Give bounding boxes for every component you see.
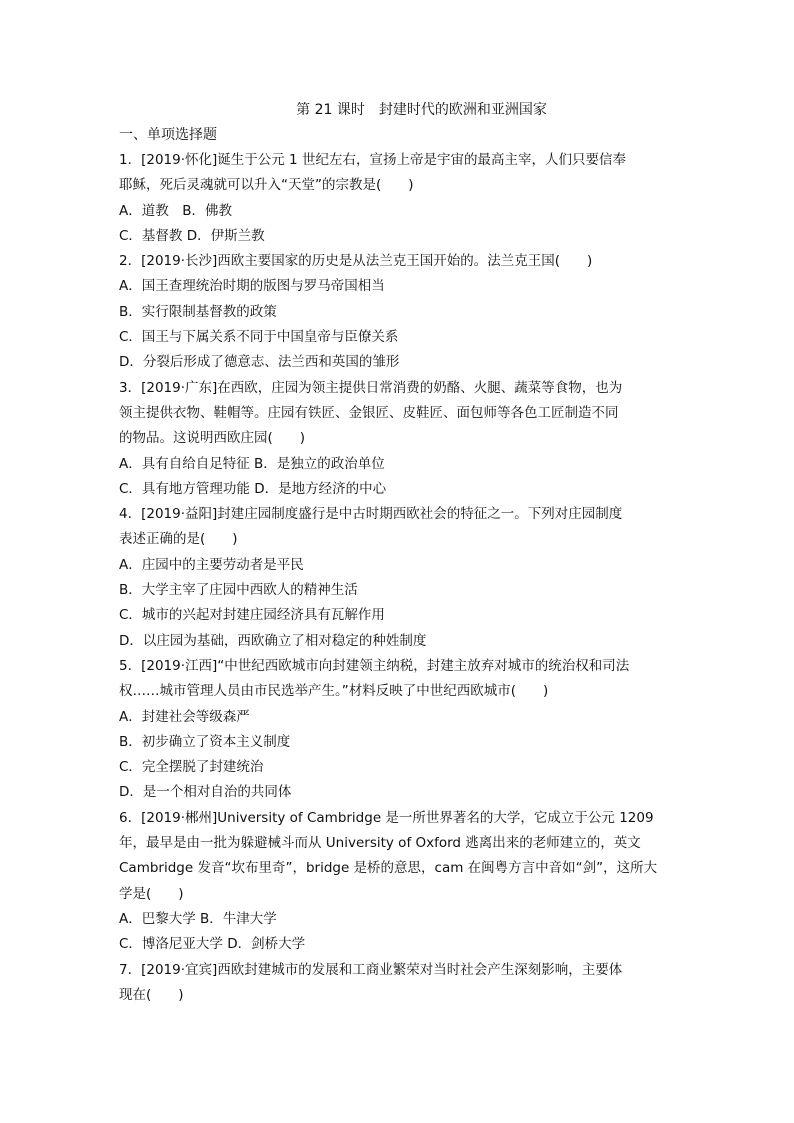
question-stem-line: 5．[2019·江西]“中世纪西欧城市向封建领主纳税，封建主放弃对城市的统治权和司法 [119, 657, 630, 674]
answer-option-line: A．道教 B．佛教 [119, 202, 232, 219]
question-stem-line: 学是( ) [119, 885, 184, 902]
question-stem-line: 表述正确的是( ) [119, 531, 238, 548]
question-list [119, 148, 684, 1008]
answer-option-line: A．巴黎大学 B．牛津大学 [119, 910, 277, 927]
question-stem-line: 1．[2019·怀化]诞生于公元 1 世纪左右，宣扬上帝是宇宙的最高主宰，人们只要信奉 [119, 152, 626, 168]
answer-option-line: C．国王与下属关系不同于中国皇帝与臣僚关系 [119, 329, 399, 346]
answer-option-line: A．封建社会等级森严 [119, 708, 250, 725]
question-stem-line: 7．[2019·宜宾]西欧封建城市的发展和工商业繁荣对当时社会产生深刻影响，主要体 [119, 961, 623, 978]
answer-option-line: A．具有自给自足特征 B．是独立的政治单位 [119, 455, 385, 472]
question-stem-line: 领主提供衣物、鞋帽等。庄园有铁匠、金银匠、皮鞋匠、面包师等各色工匠制造不同 [119, 404, 619, 421]
question-7 [119, 958, 684, 1009]
question-stem-line: 6．[2019·郴州]University of Cambridge 是一所世界著名的大学，它成立于公元 1209 [119, 809, 654, 826]
question-4 [119, 502, 684, 654]
question-6 [119, 806, 684, 958]
document-content [119, 98, 684, 1008]
section-heading: 一、单项选择题 [119, 127, 217, 143]
question-2 [119, 249, 684, 375]
answer-option-line: B．初步确立了资本主义制度 [119, 733, 291, 750]
question-stem-line: 现在( ) [119, 986, 184, 1003]
page-title: 第 21 课时 封建时代的欧洲和亚洲国家 [296, 102, 547, 118]
question-1 [119, 148, 684, 249]
question-stem-line: 2．[2019·长沙]西欧主要国家的历史是从法兰克王国开始的。法兰克王国( ) [119, 253, 593, 270]
answer-option-line: C．完全摆脱了封建统治 [119, 759, 264, 776]
question-stem-line: 年，最早是由一批为躲避械斗而从 University of Oxford 逃离出来的老师建立的，英文 [119, 835, 641, 852]
answer-option-line: C．基督教 D．伊斯兰教 [119, 227, 265, 244]
answer-option-line: C．具有地方管理功能 D．是地方经济的中心 [119, 480, 387, 497]
answer-option-line: C．博洛尼亚大学 D．剑桥大学 [119, 936, 306, 953]
question-stem-line: 的物品。这说明西欧庄园( ) [119, 430, 306, 447]
answer-option-line: A．国王查理统治时期的版图与罗马帝国相当 [119, 278, 385, 295]
answer-option-line: B．实行限制基督教的政策 [119, 303, 277, 320]
answer-option-line: A．庄园中的主要劳动者是平民 [119, 556, 304, 573]
answer-option-line: D．是一个相对自治的共同体 [119, 784, 292, 801]
answer-option-line: C．城市的兴起对封建庄园经济具有瓦解作用 [119, 607, 385, 624]
answer-option-line: D．以庄园为基础，西欧确立了相对稳定的种姓制度 [119, 632, 427, 649]
question-stem-line: Cambridge 发音“坎布里奇”，bridge 是桥的意思，cam 在闽粤方言中音如“剑”，这所大 [119, 860, 658, 877]
question-stem-line: 4．[2019·益阳]封建庄园制度盛行是中古时期西欧社会的特征之一。下列对庄园制度 [119, 506, 623, 523]
answer-option-line: B．大学主宰了庄园中西欧人的精神生活 [119, 582, 358, 599]
question-stem-line: 3．[2019·广东]在西欧，庄园为领主提供日常消费的奶酪、火腿、蔬菜等食物，也为 [119, 379, 623, 396]
question-3 [119, 376, 684, 502]
question-stem-line: 权……城市管理人员由市民选举产生。”材料反映了中世纪西欧城市( ) [119, 683, 549, 700]
question-stem-line: 耶稣，死后灵魂就可以升入“天堂”的宗教是( ) [119, 177, 414, 194]
question-5 [119, 654, 684, 806]
answer-option-line: D．分裂后形成了德意志、法兰西和英国的雏形 [119, 354, 400, 371]
